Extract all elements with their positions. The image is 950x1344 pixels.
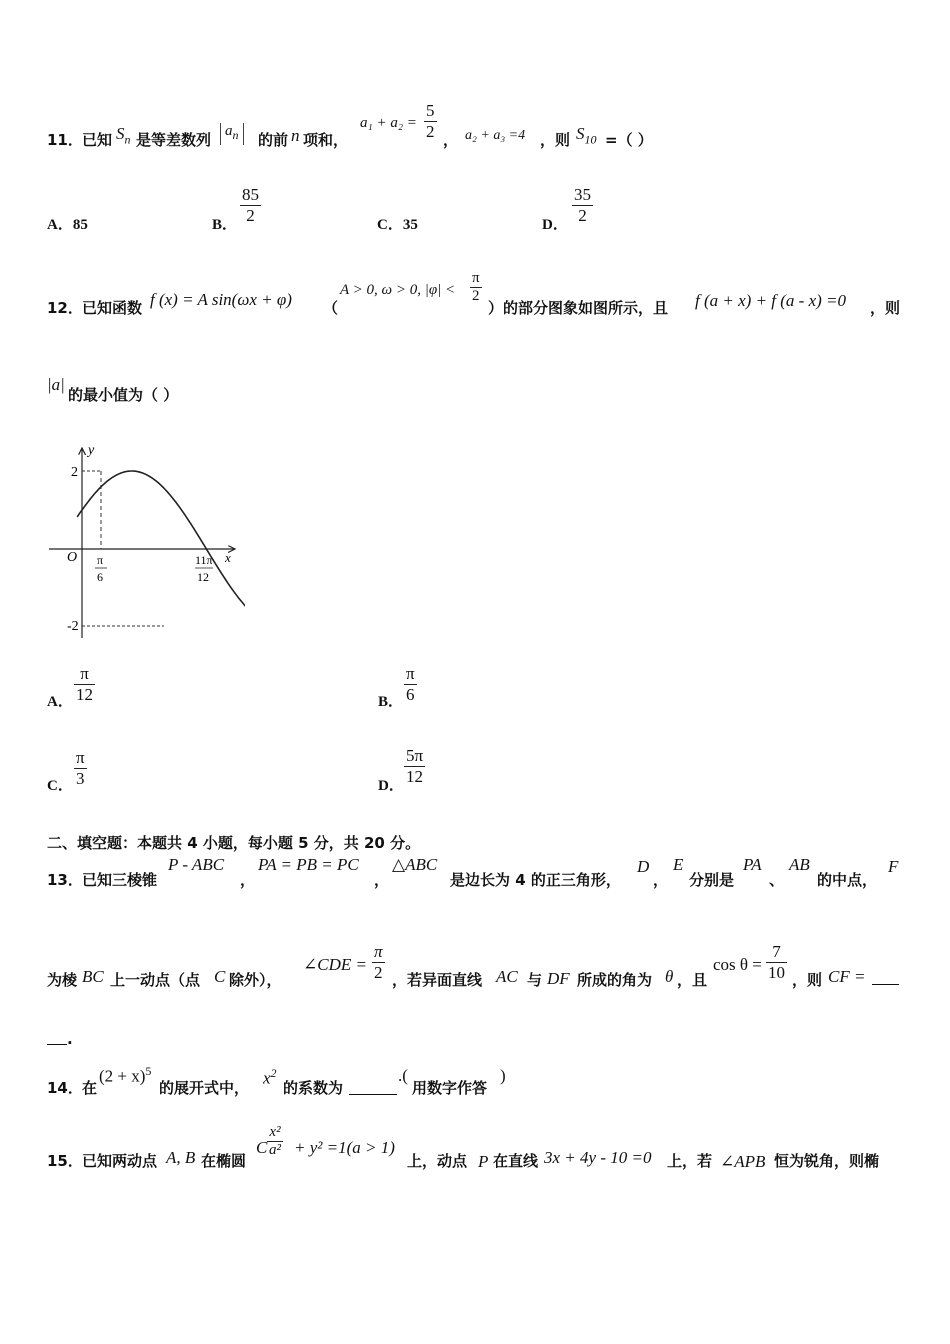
q13-comma-3: ， [653,871,669,889]
q15-angle: ∠APB [720,1152,766,1171]
q13-DF: DF [547,969,570,988]
q12-option-d-label[interactable]: D． [378,778,404,794]
q14-text-1: 在 [82,1079,98,1097]
q13-answer-blank-cont[interactable] [47,1044,67,1045]
q12-text-1: 已知函数 [82,299,143,317]
q11-cond1-num: 5 [426,101,435,120]
q13-C: C [214,967,226,986]
q13-tail: . [67,1030,73,1048]
x1-den: 6 [97,570,103,584]
q14-answer-blank[interactable] [349,1094,397,1095]
q13-text-2: 是边长为 4 的正三角形， [450,871,621,889]
q12-paren-open: （ [323,299,339,317]
q12-text-3: ，则 [870,299,901,317]
q12-text-4: 的最小值为（ ） [68,386,179,404]
q12-equation: f (a + x) + f (a - x) =0 [695,291,847,310]
q13-number: 13． [47,871,83,889]
q12-option-d-fraction: $\frac{5\pi}{12}$ [406,746,424,786]
q13-text-8: 除外）， [229,971,282,989]
q13-text-7: 上一动点（点 [110,971,201,989]
q14-text-4: .( [398,1066,408,1085]
q15-text-3: 上，动点 [407,1152,468,1170]
q11-option-a[interactable]: A．85 [47,217,88,233]
q15-number: 15． [47,1152,83,1170]
q11-option-b-label[interactable]: B． [212,217,238,233]
q11-text-6: =（ ） [605,131,653,149]
q11-Sn: $S_n$ [116,124,131,147]
q13-AC: AC [496,967,518,986]
q14-text-2: 的展开式中， [159,1079,250,1097]
q12-option-c-fraction: $\frac{\pi}{3}$ [76,748,85,788]
q11-number: 11． [47,131,83,149]
q12-conditions: A > 0, ω > 0, |φ| < [340,282,456,298]
q12-option-a-label[interactable]: A． [47,694,73,710]
q11-cond1-lhs: a₁ + a₂ = [360,115,417,131]
q15-ellipse-rest: + y² =1(a > 1) [294,1138,395,1157]
q13-text-12: ，且 [677,971,708,989]
q15-AB: A, B [166,1148,196,1167]
q12-function: f (x) = A sin(ωx + φ) [150,290,292,309]
q14-expression: $(2 + x)^5$ [99,1064,152,1086]
y-label: y [88,443,95,458]
q12-option-b-label[interactable]: B． [378,694,404,710]
q11-comma: ， [443,131,459,149]
q13-text-10: 与 [527,971,543,989]
x1-num: π [97,553,104,567]
ymax-label: 2 [71,465,78,480]
q12-graph [45,440,245,640]
q14-text-3: 的系数为 [283,1079,344,1097]
q15-text-2: 在椭圆 [201,1152,247,1170]
q13-E: E [673,855,684,874]
q13-AB: AB [789,855,810,874]
q13-equal-edges: PA = PB = PC [258,855,359,874]
q13-PA: PA [743,855,762,874]
q13-pyramid: P - ABC [168,855,225,874]
q12-abs-a: |a| [47,375,65,394]
x2-num: 11π [195,553,213,567]
q13-cos-fraction: $\frac{7}{10}$ [768,942,785,982]
q11-n: n [291,126,300,145]
q13-angle-fraction: $\frac{\pi}{2}$ [374,942,383,982]
q13-CF: CF = [828,967,866,986]
q13-theta: θ [665,967,674,986]
q13-text-6: 为棱 [47,971,78,989]
q11-option-b-fraction: $\frac{85}{2}$ [242,185,259,225]
section-2-title: 二、填空题：本题共 4 小题，每小题 5 分，共 20 分。 [47,834,421,852]
x-label: x [225,550,231,565]
q13-text-1: 已知三棱锥 [82,871,158,889]
q12-option-b-fraction: $\frac{\pi}{6}$ [406,664,415,704]
ymin-label: -2 [67,619,79,634]
q12-option-c-label[interactable]: C． [47,778,73,794]
q14-number: 14． [47,1079,83,1097]
q11-S10: $S_{10}$ [576,124,597,147]
q13-angle: ∠CDE = [303,955,367,974]
q15-ellipse-fraction: $\frac{\text{x²}}{\text{a²}}$ [269,1124,281,1158]
q12-option-a-fraction: $\frac{\pi}{12}$ [76,664,93,704]
q13-text-13: ，则 [792,971,823,989]
q11-text-5: ，则 [540,131,571,149]
q13-text-3: 分别是 [689,871,735,889]
q13-text-5: 的中点， [817,871,878,889]
q13-comma-1: ， [240,871,256,889]
q15-P: P [478,1152,489,1171]
q13-text-11: 所成的角为 [577,971,653,989]
q11-cond2: a₂ + a₃ =4 [465,128,526,143]
q11-option-c[interactable]: C．35 [377,217,418,233]
q11-option-d-label[interactable]: D． [542,217,568,233]
q15-text-1: 已知两动点 [82,1152,158,1170]
x2-den: 12 [197,570,209,584]
q12-text-2: ）的部分图象如图所示，且 [488,299,669,317]
q14-x2: $x^2$ [263,1066,277,1088]
q13-D: D [637,857,650,876]
q11-text-2: 是等差数列 [136,131,212,149]
origin-label: O [67,550,78,565]
q11-text-1: 已知 [82,131,113,149]
q14-text-5: 用数字作答 [412,1079,488,1097]
q12-cond-fraction: $\frac{\pi}{2}$ [472,270,480,304]
q13-answer-blank[interactable] [872,984,899,985]
q15-line: 3x + 4y - 10 =0 [544,1148,652,1167]
q11-an: $a_n$ [220,123,244,145]
q15-text-5: 上，若 [667,1152,713,1170]
q13-triangle: △ABC [392,855,438,874]
q13-text-4: 、 [769,871,785,889]
q11-cond1-den: 2 [426,122,435,141]
q13-cos: cos θ = [713,955,762,974]
q11-text-4: 项和， [303,131,349,149]
q13-comma-2: ， [374,871,390,889]
q11-cond1-fraction [424,101,437,142]
q13-F: F [888,857,899,876]
q12-number: 12． [47,299,83,317]
q13-text-9: ，若异面直线 [392,971,483,989]
q14-text-6: ) [500,1066,506,1085]
q15-C: C [256,1138,268,1157]
q15-text-4: 在直线 [493,1152,539,1170]
q15-text-6: 恒为锐角，则椭 [774,1152,880,1170]
q11-text-3: 的前 [258,131,289,149]
q11-option-d-fraction: $\frac{35}{2}$ [574,185,591,225]
q13-BC: BC [82,967,104,986]
